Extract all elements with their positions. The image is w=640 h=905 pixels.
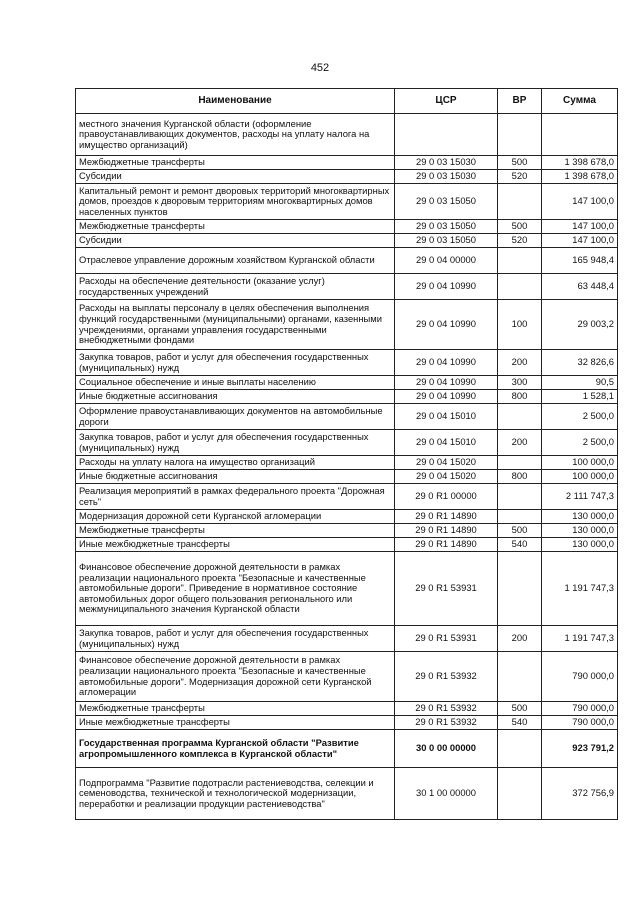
cell-name: Межбюджетные трансферты [76, 156, 395, 170]
cell-name: Закупка товаров, работ и услуг для обеспечения государственных (муниципальных) нужд [76, 626, 395, 652]
cell-sum: 100 000,0 [542, 470, 618, 484]
cell-sum: 1 398 678,0 [542, 156, 618, 170]
cell-sum: 130 000,0 [542, 524, 618, 538]
header-vr: ВР [498, 89, 542, 114]
cell-vr [498, 484, 542, 510]
cell-vr: 500 [498, 220, 542, 234]
cell-name: Субсидии [76, 234, 395, 248]
cell-name: Расходы на выплаты персоналу в целях обеспечения выполнения функций государственными (муниципальными) органами, казенными учреждениями, органами управления государственными внебюджетными фондами [76, 300, 395, 350]
cell-name: Субсидии [76, 170, 395, 184]
table-row [76, 114, 618, 156]
table-row [76, 524, 618, 538]
cell-vr [498, 730, 542, 768]
cell-vr: 100 [498, 300, 542, 350]
cell-csr [395, 114, 498, 156]
cell-sum: 1 398 678,0 [542, 170, 618, 184]
cell-name: Расходы на уплату налога на имущество организаций [76, 456, 395, 470]
cell-csr: 29 0 04 10990 [395, 390, 498, 404]
header-csr: ЦСР [395, 89, 498, 114]
cell-name: Иные межбюджетные трансферты [76, 716, 395, 730]
cell-sum: 147 100,0 [542, 184, 618, 220]
table-row [76, 552, 618, 626]
cell-vr: 200 [498, 350, 542, 376]
cell-vr: 540 [498, 538, 542, 552]
cell-vr [498, 404, 542, 430]
cell-csr: 29 0 R1 53932 [395, 702, 498, 716]
cell-vr: 500 [498, 524, 542, 538]
cell-sum: 130 000,0 [542, 538, 618, 552]
table-row [76, 702, 618, 716]
cell-csr: 29 0 R1 53932 [395, 652, 498, 702]
cell-name: Закупка товаров, работ и услуг для обеспечения государственных (муниципальных) нужд [76, 430, 395, 456]
cell-sum: 63 448,4 [542, 274, 618, 300]
cell-vr: 200 [498, 430, 542, 456]
cell-sum: 2 500,0 [542, 430, 618, 456]
cell-vr [498, 274, 542, 300]
cell-name: Межбюджетные трансферты [76, 702, 395, 716]
cell-name: Реализация мероприятий в рамках федерального проекта "Дорожная сеть" [76, 484, 395, 510]
cell-name: местного значения Курганской области (оформление правоустанавливающих документов, расходы на уплату налога на имущество организаций) [76, 114, 395, 156]
table-row [76, 376, 618, 390]
cell-sum: 100 000,0 [542, 456, 618, 470]
cell-name: Закупка товаров, работ и услуг для обеспечения государственных (муниципальных) нужд [76, 350, 395, 376]
cell-sum: 790 000,0 [542, 716, 618, 730]
cell-sum: 165 948,4 [542, 248, 618, 274]
cell-name: Модернизация дорожной сети Курганской агломерации [76, 510, 395, 524]
cell-csr: 29 0 R1 14890 [395, 524, 498, 538]
table-row [76, 538, 618, 552]
cell-csr: 29 0 R1 00000 [395, 484, 498, 510]
cell-csr: 29 0 03 15050 [395, 234, 498, 248]
table-row [76, 234, 618, 248]
cell-csr: 29 0 03 15030 [395, 156, 498, 170]
cell-name: Иные бюджетные ассигнования [76, 390, 395, 404]
cell-sum: 1 191 747,3 [542, 552, 618, 626]
header-name: Наименование [76, 89, 395, 114]
cell-csr: 29 0 R1 53931 [395, 626, 498, 652]
cell-sum: 2 111 747,3 [542, 484, 618, 510]
table-row [76, 484, 618, 510]
cell-name: Межбюджетные трансферты [76, 220, 395, 234]
table-row [76, 716, 618, 730]
cell-csr: 29 0 04 10990 [395, 350, 498, 376]
cell-sum: 147 100,0 [542, 234, 618, 248]
table-header-row [76, 89, 618, 114]
table-row [76, 430, 618, 456]
cell-vr [498, 248, 542, 274]
cell-name: Социальное обеспечение и иные выплаты населению [76, 376, 395, 390]
cell-csr: 29 0 03 15030 [395, 170, 498, 184]
cell-csr: 29 0 03 15050 [395, 220, 498, 234]
cell-sum: 923 791,2 [542, 730, 618, 768]
cell-vr [498, 114, 542, 156]
budget-table [75, 88, 618, 820]
table-row [76, 626, 618, 652]
cell-vr: 500 [498, 702, 542, 716]
cell-csr: 29 0 04 00000 [395, 248, 498, 274]
table-row [76, 730, 618, 768]
table-row [76, 184, 618, 220]
cell-csr: 29 0 03 15050 [395, 184, 498, 220]
table-body [76, 114, 618, 820]
table-row [76, 470, 618, 484]
cell-csr: 29 0 R1 53932 [395, 716, 498, 730]
cell-vr [498, 510, 542, 524]
table-row [76, 156, 618, 170]
header-sum: Сумма [542, 89, 618, 114]
cell-sum: 790 000,0 [542, 652, 618, 702]
cell-name: Расходы на обеспечение деятельности (оказание услуг) государственных учреждений [76, 274, 395, 300]
cell-vr: 500 [498, 156, 542, 170]
table-row [76, 300, 618, 350]
cell-csr: 29 0 R1 14890 [395, 510, 498, 524]
cell-csr: 29 0 R1 14890 [395, 538, 498, 552]
cell-vr: 540 [498, 716, 542, 730]
cell-name: Подпрограмма "Развитие подотрасли растениеводства, селекции и семеноводства, технической и технологической модернизации, переработки и реализации продукции растениеводства" [76, 768, 395, 820]
cell-csr: 29 0 R1 53931 [395, 552, 498, 626]
table-row [76, 220, 618, 234]
cell-sum: 147 100,0 [542, 220, 618, 234]
cell-name: Межбюджетные трансферты [76, 524, 395, 538]
cell-name: Отраслевое управление дорожным хозяйством Курганской области [76, 248, 395, 274]
cell-sum: 90,5 [542, 376, 618, 390]
table-row [76, 456, 618, 470]
cell-sum: 29 003,2 [542, 300, 618, 350]
cell-csr: 30 1 00 00000 [395, 768, 498, 820]
table-row [76, 350, 618, 376]
cell-sum [542, 114, 618, 156]
cell-vr: 800 [498, 470, 542, 484]
cell-csr: 29 0 04 10990 [395, 300, 498, 350]
cell-vr: 520 [498, 234, 542, 248]
cell-name: Иные бюджетные ассигнования [76, 470, 395, 484]
table-row [76, 652, 618, 702]
cell-sum: 1 528,1 [542, 390, 618, 404]
cell-csr: 29 0 04 10990 [395, 274, 498, 300]
cell-name: Оформление правоустанавливающих документов на автомобильные дороги [76, 404, 395, 430]
cell-csr: 29 0 04 15020 [395, 456, 498, 470]
cell-vr [498, 652, 542, 702]
cell-sum: 1 191 747,3 [542, 626, 618, 652]
table-row [76, 768, 618, 820]
cell-sum: 372 756,9 [542, 768, 618, 820]
cell-vr: 520 [498, 170, 542, 184]
cell-csr: 29 0 04 10990 [395, 376, 498, 390]
table-row [76, 248, 618, 274]
cell-sum: 32 826,6 [542, 350, 618, 376]
table-row [76, 510, 618, 524]
table-row [76, 274, 618, 300]
cell-csr: 29 0 04 15010 [395, 430, 498, 456]
table-row [76, 390, 618, 404]
cell-name: Государственная программа Курганской области "Развитие агропромышленного комплекса в Курганской области" [76, 730, 395, 768]
cell-sum: 130 000,0 [542, 510, 618, 524]
cell-name: Финансовое обеспечение дорожной деятельности в рамках реализации национального проекта "Безопасные и качественные автомобильные дороги". Модернизация дорожной сети Курганской агломерации [76, 652, 395, 702]
cell-name: Капитальный ремонт и ремонт дворовых территорий многоквартирных домов, проездов к дворовым территориям многоквартирных домов населенных пунктов [76, 184, 395, 220]
cell-name: Иные межбюджетные трансферты [76, 538, 395, 552]
cell-vr: 800 [498, 390, 542, 404]
cell-vr [498, 456, 542, 470]
cell-csr: 29 0 04 15010 [395, 404, 498, 430]
cell-csr: 29 0 04 15020 [395, 470, 498, 484]
page-number: 452 [310, 62, 330, 74]
cell-vr: 200 [498, 626, 542, 652]
cell-name: Финансовое обеспечение дорожной деятельности в рамках реализации национального проекта "Безопасные и качественные автомобильные дороги". Приведение в нормативное состояние автомобильных дорог общего пользования регионального или межмуниципального значения Курганской области [76, 552, 395, 626]
table-row [76, 170, 618, 184]
cell-sum: 790 000,0 [542, 702, 618, 716]
cell-vr: 300 [498, 376, 542, 390]
cell-vr [498, 552, 542, 626]
cell-sum: 2 500,0 [542, 404, 618, 430]
cell-csr: 30 0 00 00000 [395, 730, 498, 768]
table-row [76, 404, 618, 430]
cell-vr [498, 184, 542, 220]
cell-vr [498, 768, 542, 820]
